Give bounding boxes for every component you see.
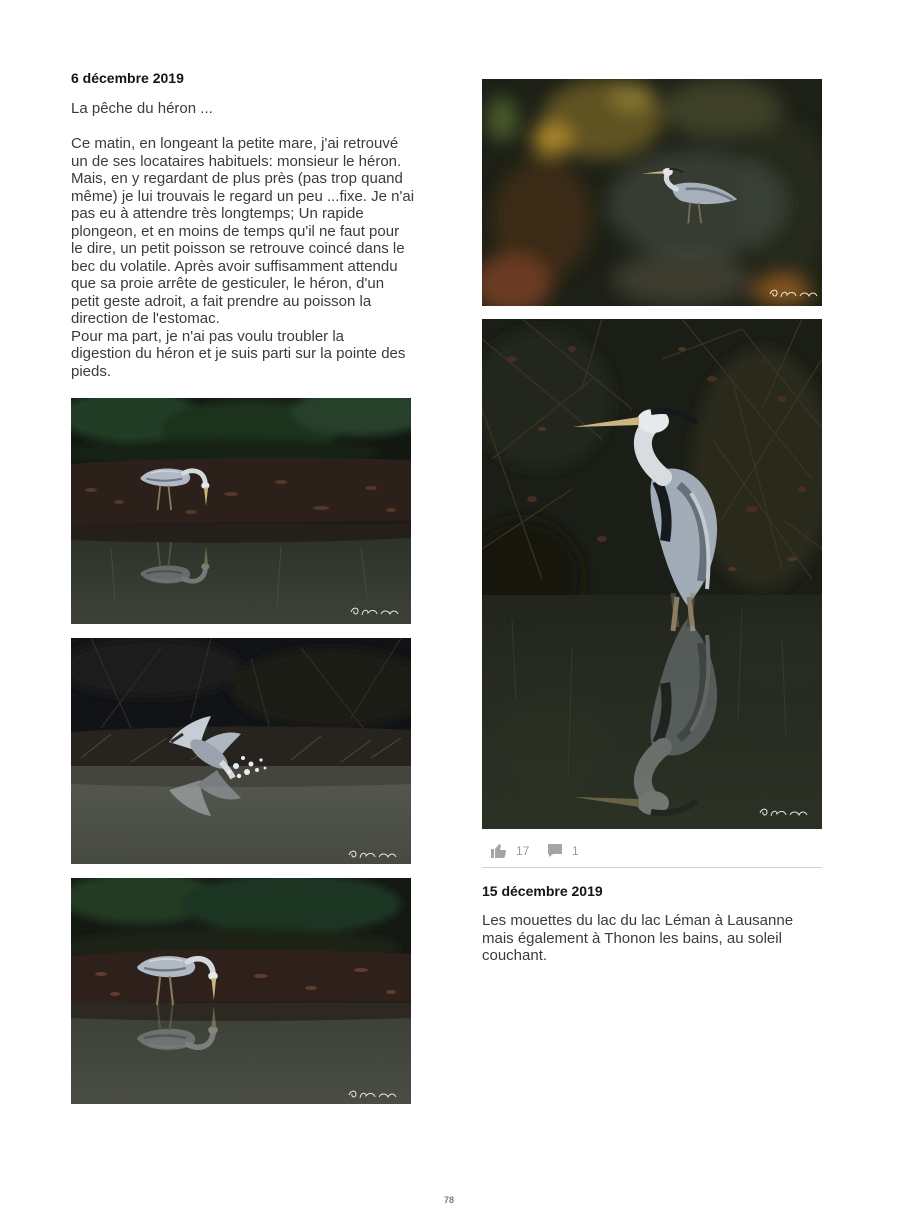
comments-count: 1 [572, 844, 579, 858]
body-line: couchant. [482, 947, 548, 964]
post-photo-2 [71, 638, 411, 864]
body-line: plongeon, et en moins de temps qu'il ne faut pour [71, 222, 400, 240]
photo-background [482, 79, 822, 306]
post-photo-4 [482, 79, 822, 306]
photo-image [71, 878, 411, 1104]
page-number: 78 [443, 1195, 454, 1205]
photo-image [482, 79, 822, 306]
photo-image [482, 319, 822, 829]
body-line: pas eu à attendre très longtemps; Un rapide [71, 205, 364, 222]
body-line: mais également à Thonon les bains, au soleil [482, 929, 782, 947]
comment-icon [547, 843, 563, 858]
photo-background [71, 638, 411, 864]
body-line: que sa proie arrête de gesticuler, le héron, d'un [71, 275, 385, 292]
post-photo-1 [71, 398, 411, 624]
post-title: La pêche du héron ... [71, 100, 213, 117]
post-divider [482, 867, 822, 868]
body-line: direction de l'estomac. [71, 310, 220, 327]
likes-count: 17 [516, 844, 530, 858]
photo-background [71, 878, 411, 1104]
post-date: 15 décembre 2019 [482, 883, 603, 899]
photo-image [71, 638, 411, 864]
post-photo-3 [71, 878, 411, 1104]
reactions-bar [482, 842, 602, 860]
post-body [482, 912, 793, 965]
body-line: un de ses locataires habituels: monsieur le héron. [71, 152, 402, 170]
post-date: 6 décembre 2019 [71, 70, 184, 86]
body-line: pieds. [71, 362, 112, 380]
post-photo-5 [482, 319, 822, 829]
body-line: Ce matin, en longeant la petite mare, j'ai retrouvé [71, 135, 399, 152]
body-line: petit geste adroit, a fait prendre au poisson la [71, 292, 372, 310]
photo-background [71, 398, 411, 624]
body-line: Les mouettes du lac du lac Léman à Lausanne [482, 912, 794, 929]
photo-image [71, 398, 411, 624]
body-line: digestion du héron et je suis parti sur la pointe des [71, 345, 406, 362]
post-body [71, 135, 414, 380]
body-line: Mais, en y regardant de plus près (pas trop quand [71, 170, 403, 187]
body-line: Pour ma part, je n'ai pas voulu troubler la [71, 327, 345, 345]
body-line: bec du volatile. Après avoir suffisamment attendu [71, 257, 398, 275]
body-line: le dire, un petit poisson se retrouve coincé dans le [71, 240, 405, 257]
thumbs-up-icon [490, 842, 507, 858]
body-line: même) je lui trouvais le regard un peu ...fixe. Je n'ai [71, 187, 415, 205]
